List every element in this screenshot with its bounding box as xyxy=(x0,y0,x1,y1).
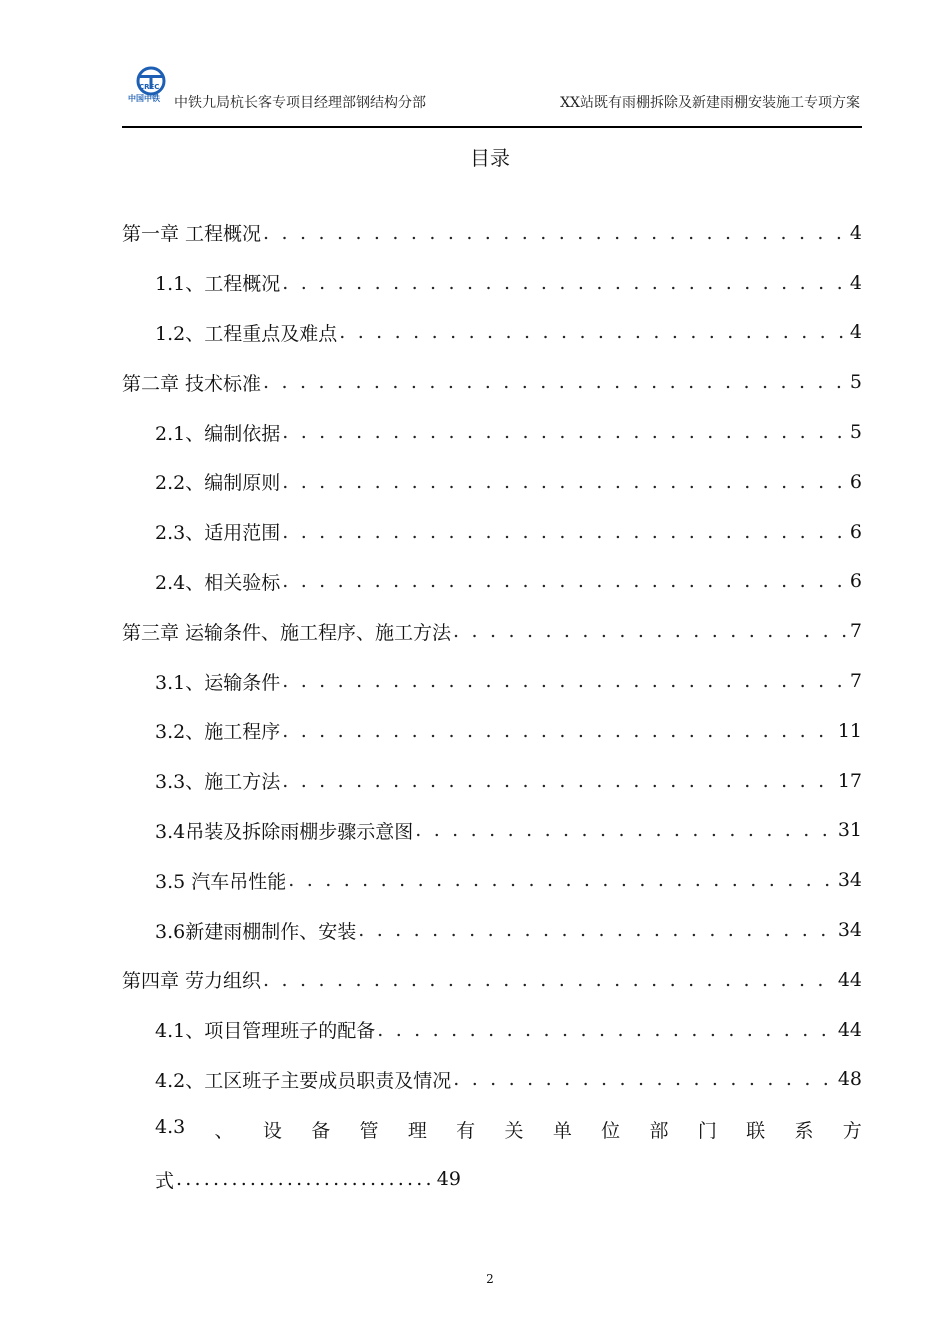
toc-entry-label: 2.3、适用范围 xyxy=(155,522,281,545)
toc-entry-label: 第三章 运输条件、施工程序、施工方法 xyxy=(122,621,452,644)
toc-entry[interactable] xyxy=(122,308,862,358)
toc-entry-page: 4 xyxy=(849,321,862,344)
toc-entry[interactable] xyxy=(122,557,862,607)
toc-entry-page: 44 xyxy=(837,968,862,991)
toc-entry-label: 3.3、施工方法 xyxy=(155,771,281,794)
toc-entry-page: 17 xyxy=(837,769,862,792)
toc-entry-label: 3.4吊装及拆除雨棚步骤示意图 xyxy=(155,820,414,843)
toc-entry-page: 48 xyxy=(837,1068,862,1091)
toc-entry[interactable] xyxy=(122,656,862,706)
toc-entry-page: 5 xyxy=(849,371,862,394)
toc-entry-label: 1.2、工程重点及难点 xyxy=(155,322,338,345)
toc-entry[interactable] xyxy=(122,905,862,955)
page-number: 2 xyxy=(486,1272,494,1286)
toc-entry[interactable] xyxy=(122,706,862,756)
toc-entry[interactable] xyxy=(122,756,862,806)
toc-entry-page: 7 xyxy=(849,670,862,693)
toc-entry-label: 第二章 技术标准 xyxy=(122,372,262,395)
toc-entry-page: 44 xyxy=(837,1018,862,1041)
toc-entry-page: 4 xyxy=(849,271,862,294)
toc-entry[interactable] xyxy=(122,1005,862,1055)
toc-entry[interactable] xyxy=(122,855,862,905)
toc-entry-label: 2.1、编制依据 xyxy=(155,422,281,445)
toc-entry[interactable] xyxy=(122,507,862,557)
header-organization: 中铁九局杭长客专项目经理部钢结构分部 xyxy=(174,95,426,111)
toc-entry-label: 3.1、运输条件 xyxy=(155,671,281,694)
toc-entry[interactable] xyxy=(122,806,862,856)
header-document-title: XX站既有雨棚拆除及新建雨棚安装施工专项方案 xyxy=(560,95,860,111)
toc-entry-label: 3.5 汽车吊性能 xyxy=(155,870,287,893)
toc-entry-label: 1.1、工程概况 xyxy=(155,273,281,296)
table-of-contents xyxy=(122,208,862,1204)
toc-entry[interactable] xyxy=(122,955,862,1005)
toc-entry-page: 49 xyxy=(436,1168,461,1191)
toc-entry-leader: ............................ xyxy=(176,1168,435,1191)
toc-entry-page: 11 xyxy=(837,719,862,742)
toc-entry[interactable] xyxy=(122,357,862,407)
toc-entry-label: 2.2、编制原则 xyxy=(155,472,281,495)
toc-entry[interactable] xyxy=(122,208,862,258)
toc-entry-page: 7 xyxy=(849,620,862,643)
toc-entry-label: 3.2、施工程序 xyxy=(155,721,281,744)
toc-entry-label-spread: 4.3 、 设 备 管 理 有 关 单 位 部 门 联 系 方 xyxy=(155,1115,862,1142)
toc-entry-label: 第一章 工程概况 xyxy=(122,223,262,246)
toc-entry-label: 第四章 劳力组织 xyxy=(122,970,262,993)
toc-entry[interactable] xyxy=(122,457,862,507)
toc-entry[interactable] xyxy=(122,258,862,308)
toc-entry-label: 3.6新建雨棚制作、安装 xyxy=(155,920,357,943)
toc-entry-page: 34 xyxy=(837,869,862,892)
toc-entry-page: 6 xyxy=(849,520,862,543)
toc-entry-page: 5 xyxy=(849,421,862,444)
logo-text: 中国中铁 xyxy=(128,94,160,103)
toc-entry-label: 4.1、项目管理班子的配备 xyxy=(155,1020,376,1043)
toc-entry-wrapped-line1[interactable] xyxy=(122,1104,862,1154)
toc-entry-page: 6 xyxy=(849,470,862,493)
toc-entry-page: 6 xyxy=(849,570,862,593)
toc-entry[interactable] xyxy=(122,606,862,656)
toc-entry-label: 式 xyxy=(155,1169,175,1192)
page-header xyxy=(122,62,862,128)
toc-entry-wrapped-line2[interactable] xyxy=(122,1154,862,1204)
toc-title: 目录 xyxy=(470,146,510,170)
toc-entry-page: 31 xyxy=(837,819,862,842)
toc-entry-page: 34 xyxy=(837,919,862,942)
toc-entry-label: 2.4、相关验标 xyxy=(155,571,281,594)
toc-entry[interactable] xyxy=(122,1055,862,1105)
toc-entry[interactable] xyxy=(122,407,862,457)
toc-entry-label: 4.2、工区班子主要成员职责及情况 xyxy=(155,1069,452,1092)
toc-entry-page: 4 xyxy=(849,221,862,244)
logo-mark-text: CREC xyxy=(139,83,160,91)
